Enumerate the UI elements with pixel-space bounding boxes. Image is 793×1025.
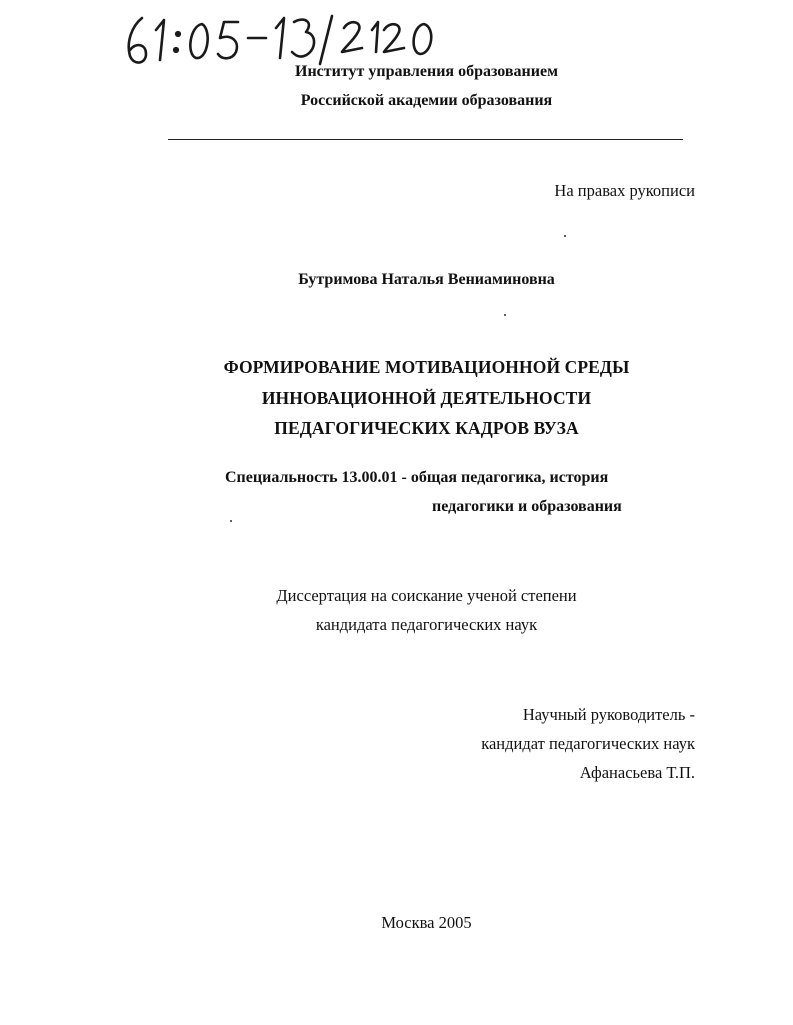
supervisor-line-1: Научный руководитель - bbox=[522, 705, 695, 724]
scan-speck bbox=[564, 235, 566, 237]
title-line-3: ПЕДАГОГИЧЕСКИХ КАДРОВ ВУЗА bbox=[274, 418, 579, 438]
title-line-2: ИННОВАЦИОННОЙ ДЕЯТЕЛЬНОСТИ bbox=[261, 388, 592, 408]
dissertation-line-1: Диссертация на соискание ученой степени bbox=[276, 586, 577, 605]
handwritten-catalog-number bbox=[120, 8, 460, 70]
author-name: Бутримова Наталья Вениаминовна bbox=[298, 271, 555, 288]
supervisor-line-2: кандидат педагогических наук bbox=[481, 734, 695, 753]
city-year: Москва 2005 bbox=[381, 913, 472, 932]
institute-line-2: Российской академии образования bbox=[300, 92, 553, 109]
title-line-1: ФОРМИРОВАНИЕ МОТИВАЦИОННОЙ СРЕДЫ bbox=[223, 357, 630, 377]
scan-speck bbox=[504, 314, 506, 316]
specialty-line-1: Специальность 13.00.01 - общая педагогика, история bbox=[225, 469, 609, 486]
supervisor-name: Афанасьева Т.П. bbox=[579, 763, 695, 782]
header-divider bbox=[168, 139, 683, 140]
rights-note: На правах рукописи bbox=[554, 181, 695, 200]
scan-speck bbox=[230, 520, 232, 522]
dissertation-line-2: кандидата педагогических наук bbox=[315, 615, 538, 634]
institute-line-1: Институт управления образованием bbox=[295, 63, 558, 80]
specialty-line-2: педагогики и образования bbox=[432, 498, 622, 515]
